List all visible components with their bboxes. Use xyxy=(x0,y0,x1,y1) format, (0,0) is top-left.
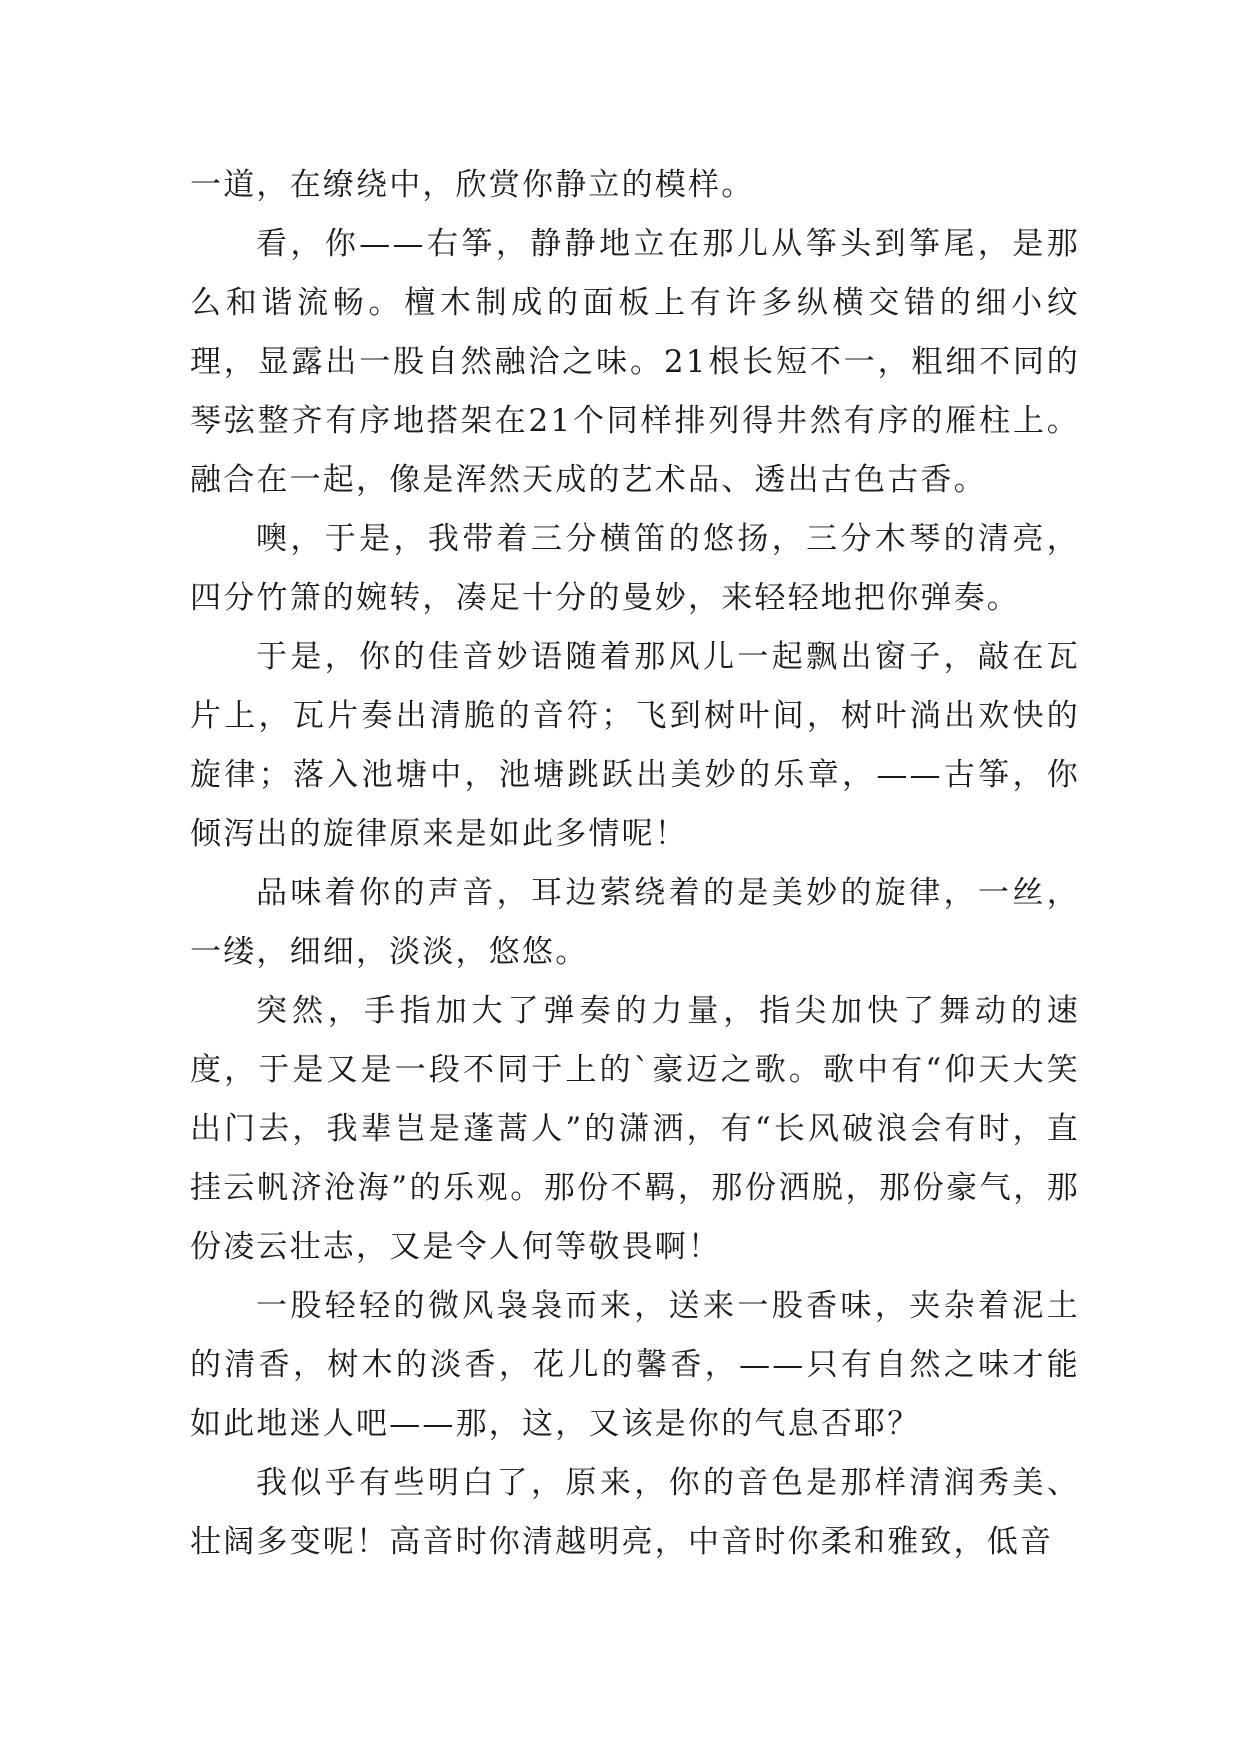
paragraph-1: 一道，在缭绕中，欣赏你静立的模样。 xyxy=(190,167,755,203)
paragraph-7: 一股轻轻的微风袅袅而来，送来一股香味，夹杂着泥土的清香，树木的淡香，花儿的馨香，——只有自然之味才能如此地迷人吧——那，这，又该是你的气息否耶？ xyxy=(190,1288,1080,1442)
paragraph-3: 噢，于是，我带着三分横笛的悠扬，三分木琴的清亮，四分竹箫的婉转，凑足十分的曼妙，来轻轻地把你弹奏。 xyxy=(190,521,1080,616)
paragraph-4: 于是，你的佳音妙语随着那风儿一起飘出窗子，敲在瓦片上，瓦片奏出清脆的音符；飞到树叶间，树叶淌出欢快的旋律；落入池塘中，池塘跳跃出美妙的乐章，——古筝，你倾泻出的旋律原来是如此多情呢！ xyxy=(190,639,1080,852)
document-body xyxy=(190,156,1080,1572)
paragraph-8: 我似乎有些明白了，原来，你的音色是那样清润秀美、壮阔多变呢！高音时你清越明亮，中音时你柔和雅致，低音 xyxy=(190,1465,1080,1560)
paragraph-6: 突然，手指加大了弹奏的力量，指尖加快了舞动的速度，于是又是一段不同于上的`豪迈之歌。歌中有“仰天大笑出门去，我辈岂是蓬蒿人”的潇洒，有“长风破浪会有时，直挂云帆济沧海”的乐观。那份不羁，那份洒脱，那份豪气，那份凌云壮志，又是令人何等敬畏啊！ xyxy=(190,993,1080,1265)
paragraph-2: 看，你——右筝，静静地立在那儿从筝头到筝尾，是那么和谐流畅。檀木制成的面板上有许多纵横交错的细小纹理，显露出一股自然融洽之味。21根长短不一，粗细不同的琴弦整齐有序地搭架在21个同样排列得井然有序的雁柱上。融合在一起，像是浑然天成的艺术品、透出古色古香。 xyxy=(190,226,1080,498)
paragraph-5: 品味着你的声音，耳边萦绕着的是美妙的旋律，一丝，一缕，细细，淡淡，悠悠。 xyxy=(190,875,1080,970)
